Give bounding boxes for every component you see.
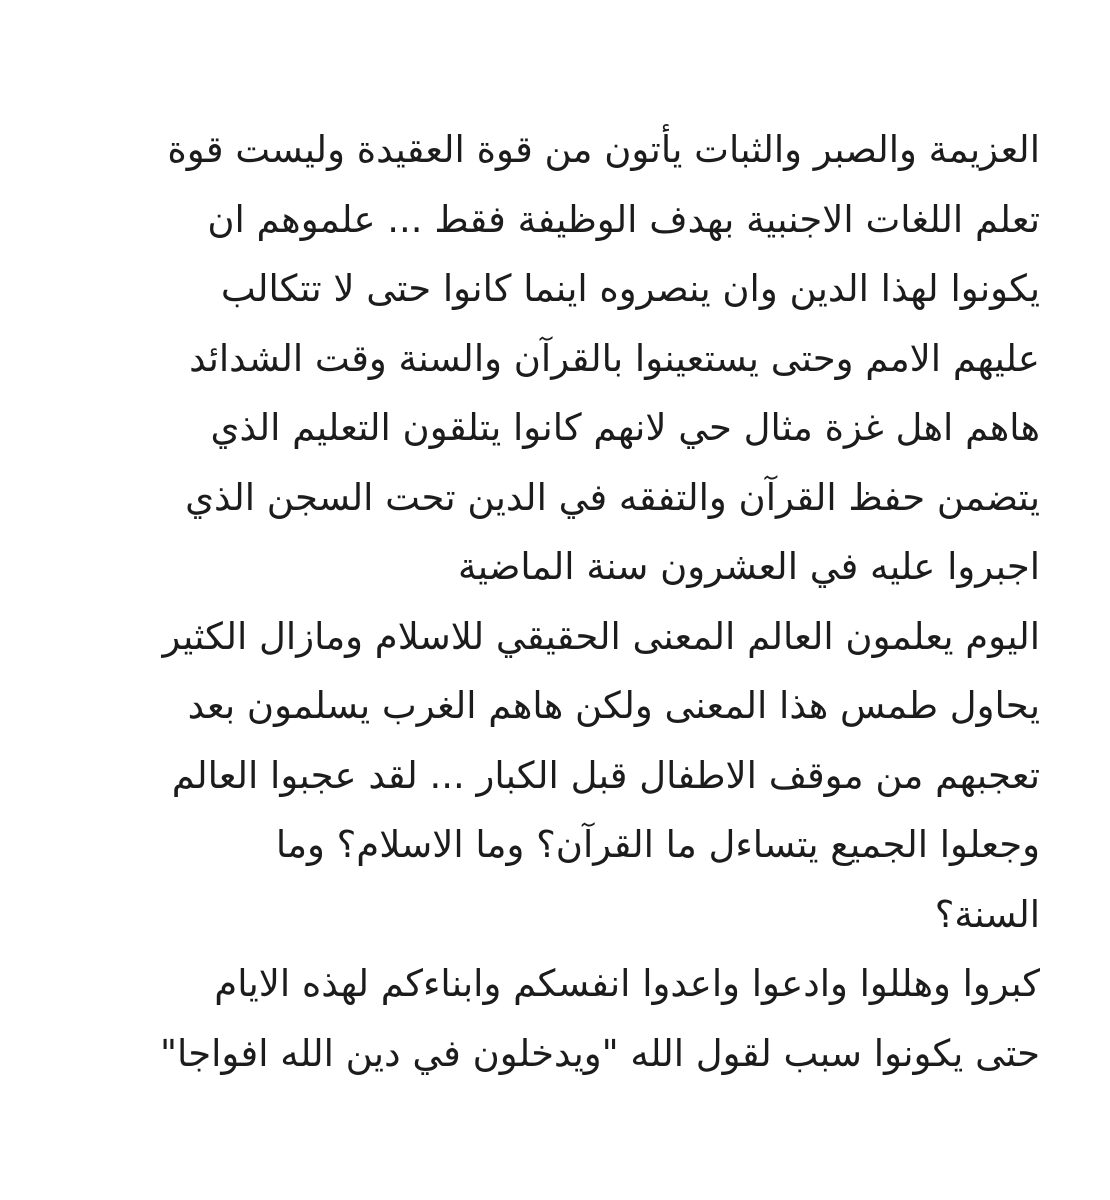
text-line: هاهم اهل غزة مثال حي لانهم كانوا يتلقون التعليم الذي bbox=[210, 406, 1040, 449]
text-line: اليوم يعلمون العالم المعنى الحقيقي للاسلام ومازال الكثير bbox=[162, 614, 1040, 658]
text-line: اجبروا عليه في العشرون سنة الماضية bbox=[457, 545, 1040, 588]
text-line: عليهم الامم وحتى يستعينوا بالقرآن والسنة وقت الشدائد bbox=[189, 336, 1040, 380]
text-line: يكونوا لهذا الدين وان ينصروه اينما كانوا حتى لا تتكالب bbox=[220, 267, 1040, 310]
text-line: حتى يكونوا سبب لقول الله "ويدخلون في دين الله افواجا" bbox=[159, 1031, 1040, 1075]
text-line: تعجبهم من موقف الاطفال قبل الكبار ... لقد عجبوا العالم bbox=[171, 753, 1040, 797]
arabic-text-block bbox=[62, 115, 1040, 1088]
text-line: يتضمن حفظ القرآن والتفقه في الدين تحت السجن الذي bbox=[185, 475, 1040, 519]
text-line: وجعلوا الجميع يتساءل ما القرآن؟ وما الاسلام؟ وما bbox=[275, 823, 1040, 866]
text-line: تعلم اللغات الاجنبية بهدف الوظيفة فقط ... علموهم ان bbox=[207, 197, 1040, 241]
text-line: العزيمة والصبر والثبات يأتون من قوة العقيدة وليست قوة bbox=[167, 128, 1040, 171]
text-line: كبروا وهللوا وادعوا واعدوا انفسكم وابناءكم لهذه الايام bbox=[214, 962, 1040, 1005]
text-line: السنة؟ bbox=[934, 892, 1040, 936]
text-line: يحاول طمس هذا المعنى ولكن هاهم الغرب يسلمون بعد bbox=[187, 684, 1040, 727]
